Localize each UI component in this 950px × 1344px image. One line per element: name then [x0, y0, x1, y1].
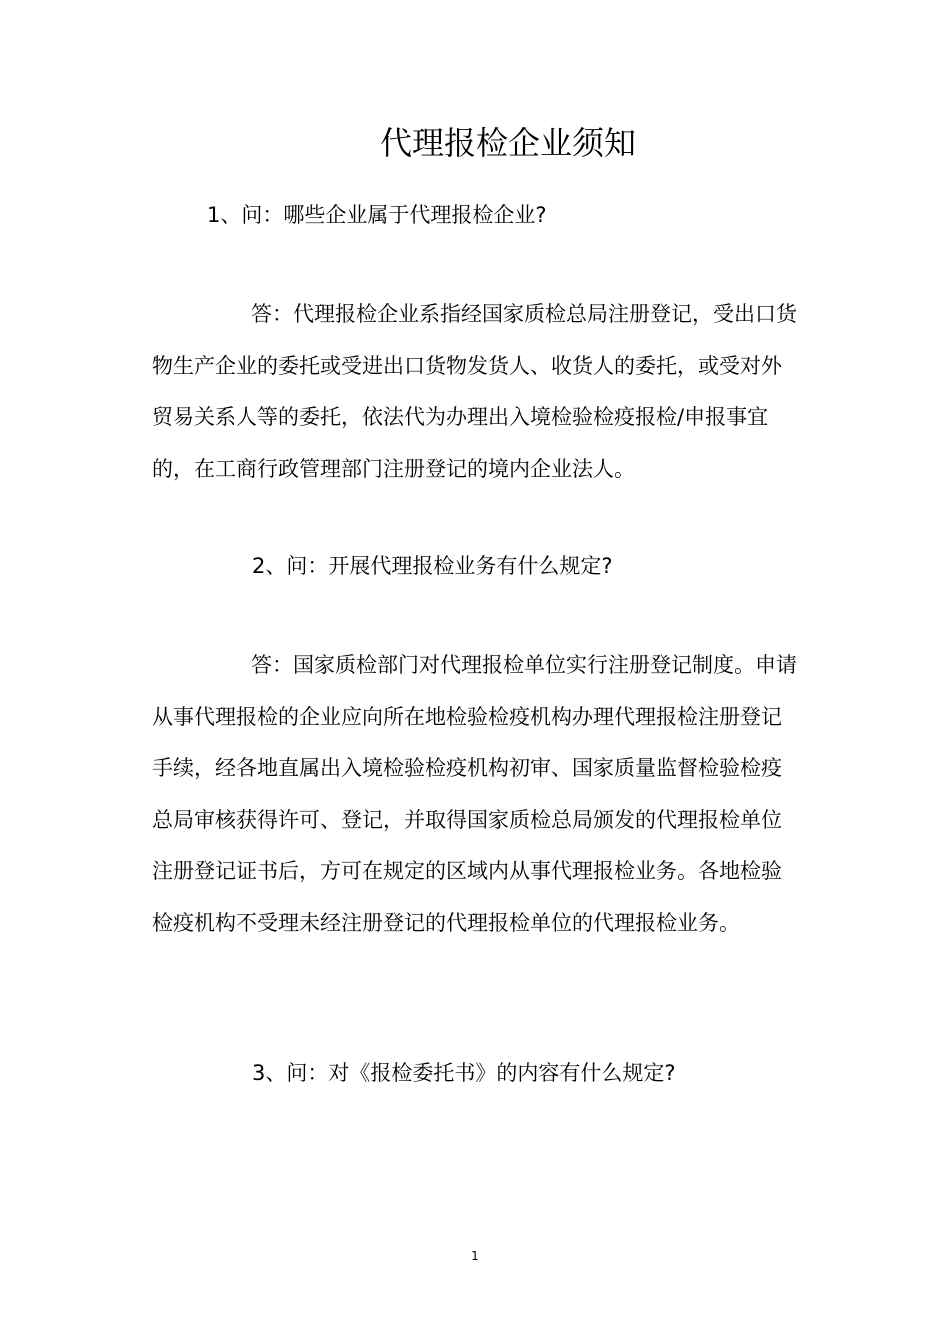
answer-2: 答：国家质检部门对代理报检单位实行注册登记制度。申请从事代理报检的企业应向所在地检验检疫机构办理代理报检注册登记手续，经各地直属出入境检验检疫机构初审、国家质量监督检验检疫总局审核获得许可、登记，并取得国家质检总局颁发的代理报检单位注册登记证书后，方可在规定的区域内从事代理报检业务。各地检验检疫机构不受理未经注册登记的代理报检单位的代理报检业务。: [152, 653, 797, 935]
question-3: 3、问：对《报检委托书》的内容有什么规定?: [252, 1061, 676, 1085]
page-title: 代理报检企业须知: [379, 124, 636, 162]
page-number: 1: [471, 1249, 479, 1263]
question-2: 2、问：开展代理报检业务有什么规定?: [252, 554, 613, 578]
question-1: 1、问：哪些企业属于代理报检企业?: [207, 203, 547, 227]
answer-1: 答：代理报检企业系指经国家质检总局注册登记，受出口货物生产企业的委托或受进出口货物发货人、收货人的委托，或受对外贸易关系人等的委托，依法代为办理出入境检验检疫报检/申报事宜的，在工商行政管理部门注册登记的境内企业法人。: [152, 302, 797, 481]
